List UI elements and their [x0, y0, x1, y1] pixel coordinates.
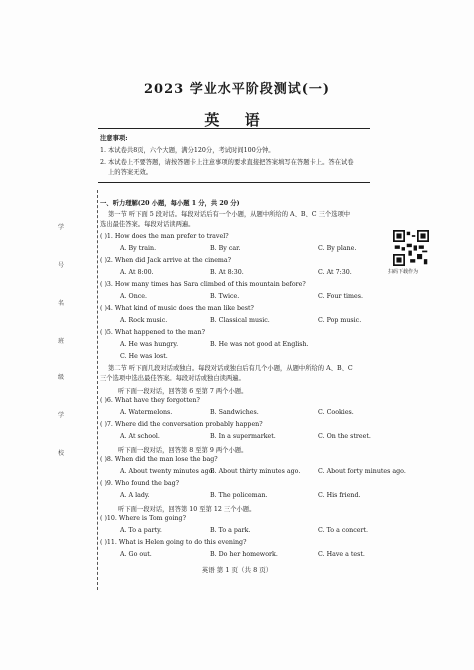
option-a: A. At school. [120, 433, 160, 440]
notice-heading: 注意事项: [100, 135, 128, 142]
option-a: A. Go out. [120, 551, 152, 558]
instruction-text: 三个选项中选出最佳答案。每段对话或独白读两遍。 [100, 375, 245, 382]
option-a: A. He was hungry. [120, 341, 179, 348]
option-b: B. Do her homework. [210, 551, 278, 558]
option-b: B. In a supermarket. [210, 433, 276, 440]
question-stem: ( )1. How does the man prefer to travel? [100, 233, 229, 240]
question-stem: ( )11. What is Helen going to do this evening? [100, 539, 247, 546]
option-c: C. His friend. [318, 492, 361, 499]
qr-caption: 扫码下载作为 [388, 269, 419, 275]
option-a: A. At 8:00. [120, 269, 154, 276]
divider [98, 182, 370, 183]
option-b: B. About thirty minutes ago. [210, 468, 301, 475]
question-stem: ( )8. When did the man lose the bag? [100, 456, 218, 463]
binding-char: 学 [58, 412, 65, 419]
option-c: C. He was lost. [120, 353, 168, 360]
option-b: B. To a park. [210, 527, 251, 534]
question-stem: ( )2. When did Jack arrive at the cinema? [100, 257, 232, 264]
instruction-text: 听下面一段对话，回答第 10 至第 12 三个小题。 [118, 506, 256, 513]
notice-line: 上的答案无效。 [108, 169, 153, 176]
question-stem: ( )6. What have they forgotten? [100, 397, 200, 404]
option-c: C. By plane. [318, 245, 357, 252]
notice-line: 2. 本试卷上不要答题，请按答题卡上注意事项的要求直接把答案填写在答题卡上。答在试卷 [100, 159, 354, 166]
option-a: A. Once. [120, 293, 148, 300]
instruction-text: 第二节 听下面几段对话或独白。每段对话或独白后有几个小题，从题中所给的 A、B、C [108, 365, 353, 372]
option-b: B. The policeman. [210, 492, 268, 499]
binding-line [97, 190, 98, 590]
option-b: B. By car. [210, 245, 241, 252]
section-heading: 一、听力理解(20 小题，每小题 1 分，共 20 分) [100, 200, 240, 207]
option-c: C. About forty minutes ago. [318, 468, 406, 475]
qr-code-icon [393, 230, 429, 266]
binding-char: 号 [58, 262, 65, 269]
option-b: B. Sandwiches. [210, 409, 259, 416]
question-stem: ( )10. Where is Tom going? [100, 515, 186, 522]
option-b: B. He was not good at English. [210, 341, 309, 348]
binding-char: 学 [58, 224, 65, 231]
option-a: A. To a party. [120, 527, 162, 534]
binding-char: 校 [58, 450, 65, 457]
option-b: B. Classical music. [210, 317, 270, 324]
option-c: C. On the street. [318, 433, 371, 440]
instruction-text: 选出最佳答案。每段对话读两遍。 [100, 221, 195, 228]
question-stem: ( )4. What kind of music does the man like best? [100, 305, 254, 312]
option-a: A. About twenty minutes ago. [120, 468, 215, 475]
question-stem: ( )3. How many times has Sara climbed of this mountain before? [100, 281, 306, 288]
instruction-text: 听下面一段对话，回答第 6 至第 7 两个小题。 [118, 388, 248, 395]
question-stem: ( )5. What happened to the man? [100, 329, 205, 336]
option-c: C. Cookies. [318, 409, 354, 416]
page-footer: 英语 第 1 页（共 8 页） [201, 566, 273, 574]
subject-title: 英 语 [204, 111, 270, 129]
option-a: A. By train. [120, 245, 157, 252]
option-b: B. Twice. [210, 293, 240, 300]
option-c: C. At 7:30. [318, 269, 352, 276]
binding-char: 班 [58, 338, 65, 345]
option-c: C. Four times. [318, 293, 363, 300]
instruction-text: 听下面一段对话，回答第 8 至第 9 两个小题。 [118, 447, 248, 454]
instruction-text: 第一节 听下面 5 段对话。每段对话后有一个小题，从题中所给的 A、B、C 三个选项中 [108, 211, 351, 218]
question-stem: ( )9. Who found the bag? [100, 480, 180, 487]
binding-char: 名 [58, 300, 65, 307]
option-a: A. A lady. [120, 492, 150, 499]
option-a: A. Rock music. [120, 317, 168, 324]
question-stem: ( )7. Where did the conversation probably happen? [100, 421, 263, 428]
option-c: C. Have a test. [318, 551, 365, 558]
notice-line: 1. 本试卷共8页，六个大题，满分120分，考试时间100分钟。 [100, 147, 275, 154]
divider [98, 128, 370, 129]
option-b: B. At 8:30. [210, 269, 244, 276]
binding-char: 级 [58, 374, 65, 381]
option-c: C. To a concert. [318, 527, 369, 534]
option-c: C. Pop music. [318, 317, 362, 324]
option-a: A. Watermelons. [120, 409, 173, 416]
page-title: 2023 学业水平阶段测试(一) [143, 82, 330, 97]
